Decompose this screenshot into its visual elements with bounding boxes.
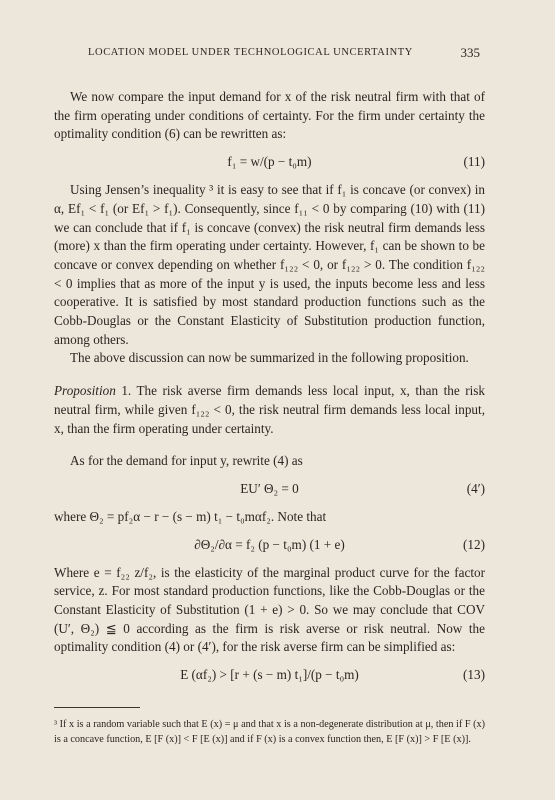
- equation-13: [54, 666, 485, 685]
- running-header: [88, 47, 480, 58]
- equation-4-prime: [54, 480, 485, 499]
- paragraph: where Θ₂ = pf₂α − r − (s − m) t₁ − t₀mαf₂. Note that: [54, 508, 327, 524]
- proposition-1: [54, 382, 485, 438]
- equation-expression: ∂Θ₂/∂α = f₂ (p − t₀m) (1 + e): [194, 536, 345, 552]
- page-body: [54, 88, 485, 747]
- running-title: LOCATION MODEL UNDER TECHNOLOGICAL UNCERTAINTY: [88, 47, 413, 58]
- equation-number: (11): [463, 154, 485, 170]
- proposition-text: 1. The risk averse firm demands less local input, x, than the risk neutral firm, while given f₁₂₂ < 0, the risk neutral firm demands less local input, x, than the firm operating under certainty.: [54, 383, 485, 436]
- equation-expression: f₁ = w/(p − t₀m): [227, 154, 312, 170]
- equation-number: (4′): [466, 480, 485, 496]
- equation-number: (12): [463, 536, 485, 552]
- paragraph: Using Jensen’s inequality ³ it is easy to see that if f₁ is concave (or convex) in α, Ef₁ < f₁ (or Ef₁ > f₁). Consequently, since f₁₁ < 0 by comparing (10) with (11) we can conclude that if f₁ is concave (convex) the risk neutral firm demands less (more) x than the firm operating under certainty. However, f₁ can be shown to be concave or convex depending on whether f₁₂₂ < 0, or f₁₂₂ > 0. The condition f₁₂₂ < 0 implies that as more of the input y is used, the inputs become less and less cooperative. It is satisfied by most standard production functions such as the Cobb-Douglas or the Constant Elasticity of Substitution production function, among others.: [54, 182, 485, 347]
- footnote-rule: [54, 707, 140, 708]
- equation-expression: E (αf₂) > [r + (s − m) t₁]/(p − t₀m): [180, 667, 359, 683]
- paragraph: We now compare the input demand for x of the risk neutral firm with that of the firm operating under conditions of certainty. For the firm under certainty the optimality condition (6) can be rewritten as:: [54, 89, 485, 142]
- equation-11: [54, 153, 485, 172]
- footnote: ³ If x is a random variable such that E (x) = μ and that x is a non-degenerate distribution at μ, then if F (x) is a concave function, E [F (x)] < F [E (x)] and if F (x) is a convex function then, E [F (x)] > F [E (x)].: [54, 719, 485, 745]
- paragraph: As for the demand for input y, rewrite (4) as: [70, 453, 303, 469]
- equation-expression: EU′ Θ₂ = 0: [240, 480, 299, 496]
- paragraph: Where e = f₂₂ z/f₂, is the elasticity of the marginal product curve for the factor service, z. For most standard production functions, like the Cobb-Douglas or the Constant Elasticity of Substitution (1 + e) > 0. So we may conclude that COV (U′, Θ₂) ≦ 0 according as the firm is risk averse or risk neutral. Now the optimality condition (4) or (4′), for the risk averse firm can be simplified as:: [54, 564, 485, 655]
- proposition-label: Proposition: [54, 383, 116, 399]
- page-number: 335: [460, 45, 480, 60]
- equation-12: [54, 536, 485, 555]
- equation-number: (13): [463, 667, 485, 683]
- paragraph: The above discussion can now be summarized in the following proposition.: [70, 350, 469, 366]
